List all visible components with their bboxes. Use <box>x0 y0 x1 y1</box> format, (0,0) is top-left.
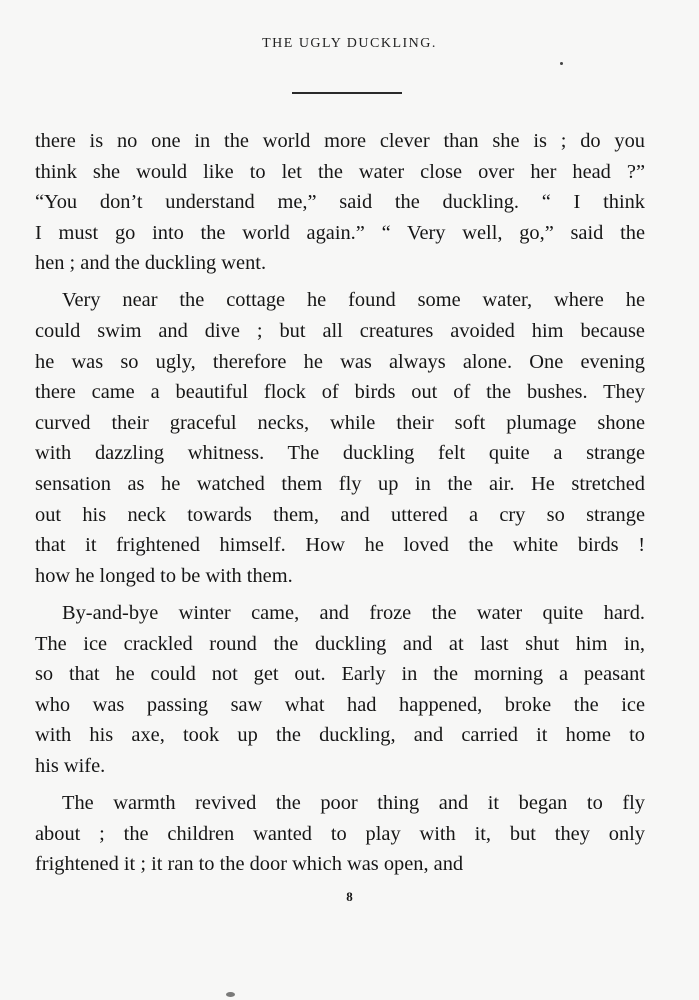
text-line: Very near the cottage he found some water, where he <box>62 289 645 312</box>
text-line: his wife. <box>35 754 106 777</box>
text-line: By-and-bye winter came, and froze the water quite hard. <box>62 601 645 624</box>
text-line: who was passing saw what had happened, broke the ice <box>35 693 645 716</box>
text-line: The ice crackled round the duckling and at last shut him in, <box>35 632 645 655</box>
text-line: curved their graceful necks, while their soft plumage shone <box>35 411 645 434</box>
text-line: The warmth revived the poor thing and it began to fly <box>62 791 645 814</box>
text-line: I must go into the world again.” “ Very well, go,” said the <box>35 221 645 244</box>
text-line: he was so ugly, therefore he was always alone. One evening <box>35 350 645 373</box>
header-rule <box>292 92 402 94</box>
text-line: there came a beautiful flock of birds out of the bushes. They <box>35 381 645 404</box>
text-line: with his axe, took up the duckling, and carried it home to <box>35 724 645 747</box>
running-title: THE UGLY DUCKLING. <box>262 36 437 51</box>
text-line: “You don’t understand me,” said the duckling. “ I think <box>35 191 645 214</box>
paragraph <box>35 788 645 880</box>
paragraph <box>35 285 645 591</box>
page-number: 8 <box>346 889 353 904</box>
text-line: that it frightened himself. How he loved the white birds ! <box>35 534 645 557</box>
text-line: think she would like to let the water close over her head ?” <box>35 160 645 183</box>
text-line: with dazzling whitness. The duckling felt quite a strange <box>35 442 645 465</box>
text-line: how he longed to be with them. <box>35 564 293 587</box>
paragraph <box>35 598 645 782</box>
text-line: about ; the children wanted to play with it, but they only <box>35 822 645 845</box>
text-line: there is no one in the world more clever than she is ; do you <box>35 130 645 152</box>
text-line: frightened it ; it ran to the door which was open, and <box>35 853 464 876</box>
paragraph <box>35 126 645 279</box>
text-line: sensation as he watched them fly up in the air. He stretched <box>35 473 645 496</box>
print-speck <box>560 62 563 65</box>
text-line: could swim and dive ; but all creatures avoided him because <box>35 320 645 343</box>
text-line: hen ; and the duckling went. <box>35 252 267 275</box>
text-line: so that he could not get out. Early in the morning a peasant <box>35 663 645 686</box>
print-speck <box>226 992 235 997</box>
text-line: out his neck towards them, and uttered a cry so strange <box>35 503 645 526</box>
body-text <box>35 126 645 880</box>
